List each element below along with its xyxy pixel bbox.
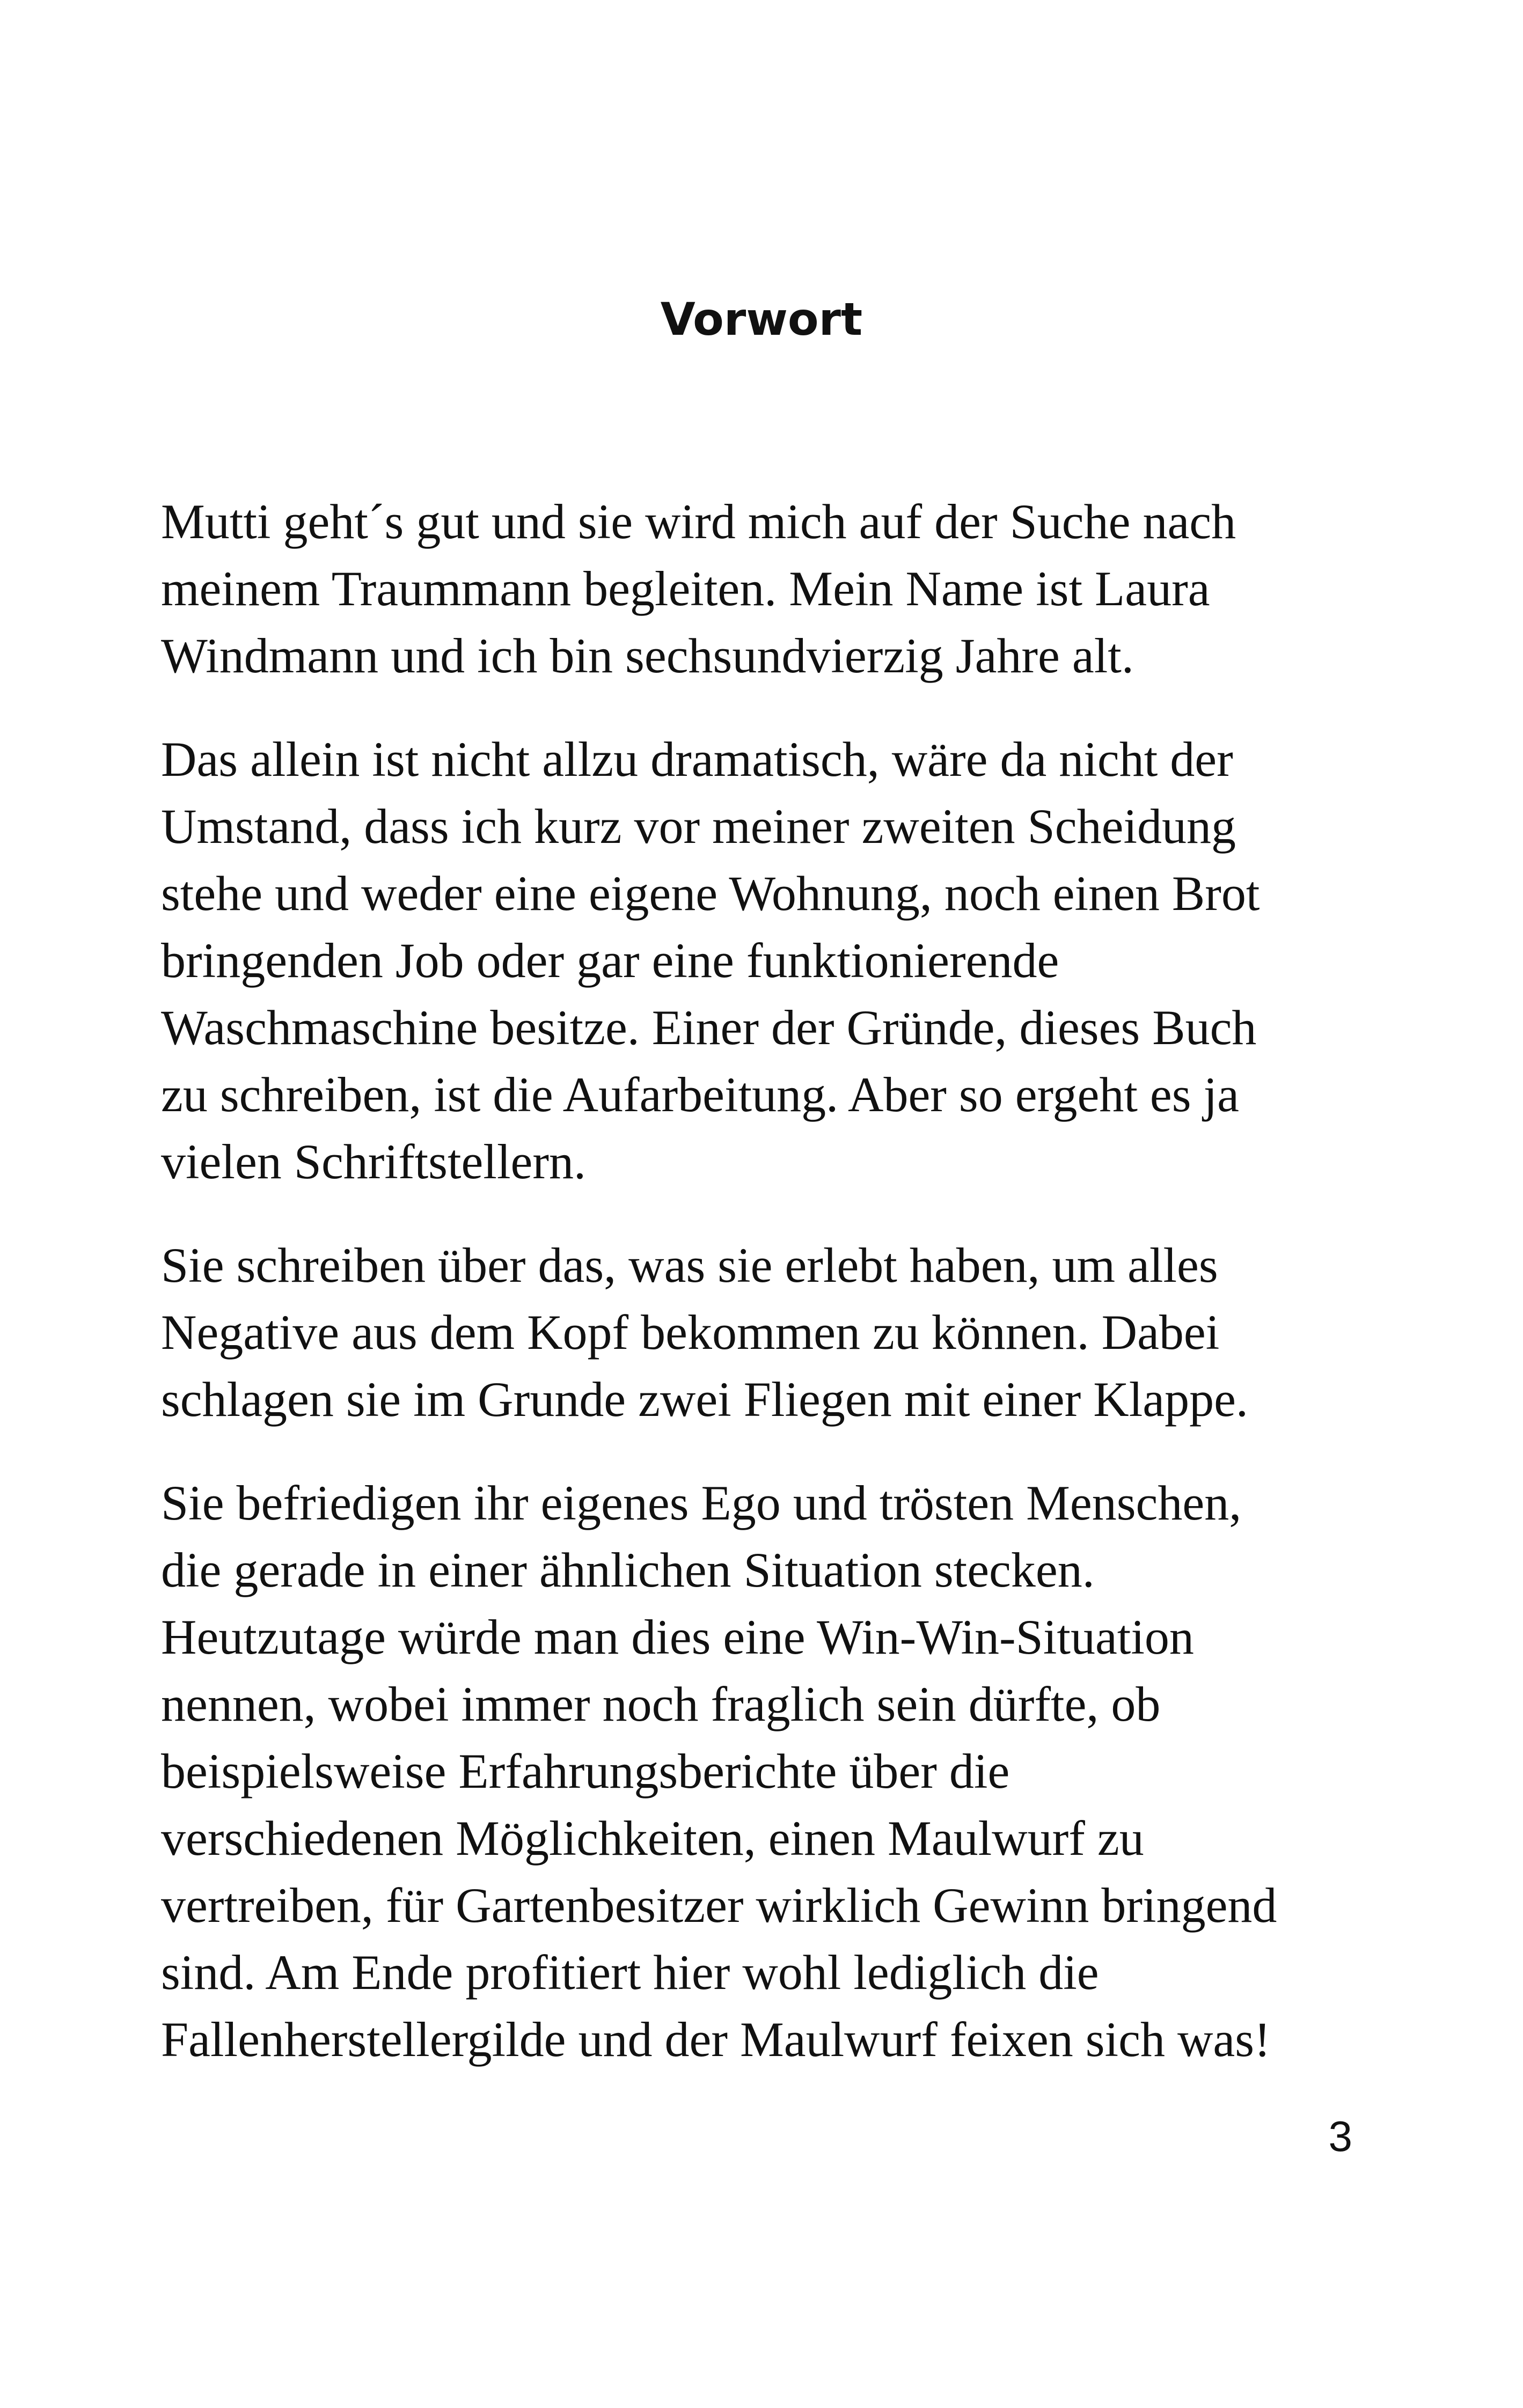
text-line: vertreiben, für Gartenbesitzer wirklich Gewinn bringend <box>161 1878 1277 1933</box>
body-text <box>161 488 1374 2110</box>
paragraph-4 <box>161 1470 1374 2073</box>
text-line: nennen, wobei immer noch fraglich sein dürfte, ob <box>161 1677 1161 1731</box>
text-line: sind. Am Ende profitiert hier wohl lediglich die <box>161 1945 1099 2000</box>
text-line: stehe und weder eine eigene Wohnung, noch einen Brot <box>161 866 1260 921</box>
text-line: Sie befriedigen ihr eigenes Ego und trösten Menschen, <box>161 1475 1242 1530</box>
text-line: Das allein ist nicht allzu dramatisch, wäre da nicht der <box>161 732 1233 787</box>
text-line: die gerade in einer ähnlichen Situation stecken. <box>161 1543 1095 1597</box>
text-line: verschiedenen Möglichkeiten, einen Maulwurf zu <box>161 1811 1144 1866</box>
text-line: Fallenherstellergilde und der Maulwurf feixen sich was! <box>161 2012 1271 2067</box>
paragraph-2 <box>161 726 1374 1195</box>
text-line: zu schreiben, ist die Aufarbeitung. Aber so ergeht es ja <box>161 1067 1239 1122</box>
text-line: vielen Schriftstellern. <box>161 1134 586 1189</box>
text-line: Heutzutage würde man dies eine Win-Win-Situation <box>161 1610 1194 1664</box>
text-line: bringenden Job oder gar eine funktionierende <box>161 933 1059 988</box>
text-line: Umstand, dass ich kurz vor meiner zweiten Scheidung <box>161 799 1236 854</box>
page-number: 3 <box>1328 2112 1352 2160</box>
paragraph-3 <box>161 1232 1374 1433</box>
chapter-title: Vorwort <box>660 293 863 346</box>
text-line: Sie schreiben über das, was sie erlebt haben, um alles <box>161 1238 1218 1293</box>
text-line: Mutti geht´s gut und sie wird mich auf der Suche nach <box>161 494 1236 549</box>
text-line: meinem Traummann begleiten. Mein Name ist Laura <box>161 561 1210 616</box>
text-line: beispielsweise Erfahrungsberichte über die <box>161 1744 1010 1798</box>
text-line: Negative aus dem Kopf bekommen zu können. Dabei <box>161 1305 1220 1360</box>
text-line: Waschmaschine besitze. Einer der Gründe, dieses Buch <box>161 1000 1257 1055</box>
paragraph-1 <box>161 488 1374 689</box>
text-line: Windmann und ich bin sechsundvierzig Jahre alt. <box>161 628 1134 683</box>
text-line: schlagen sie im Grunde zwei Fliegen mit einer Klappe. <box>161 1372 1248 1427</box>
